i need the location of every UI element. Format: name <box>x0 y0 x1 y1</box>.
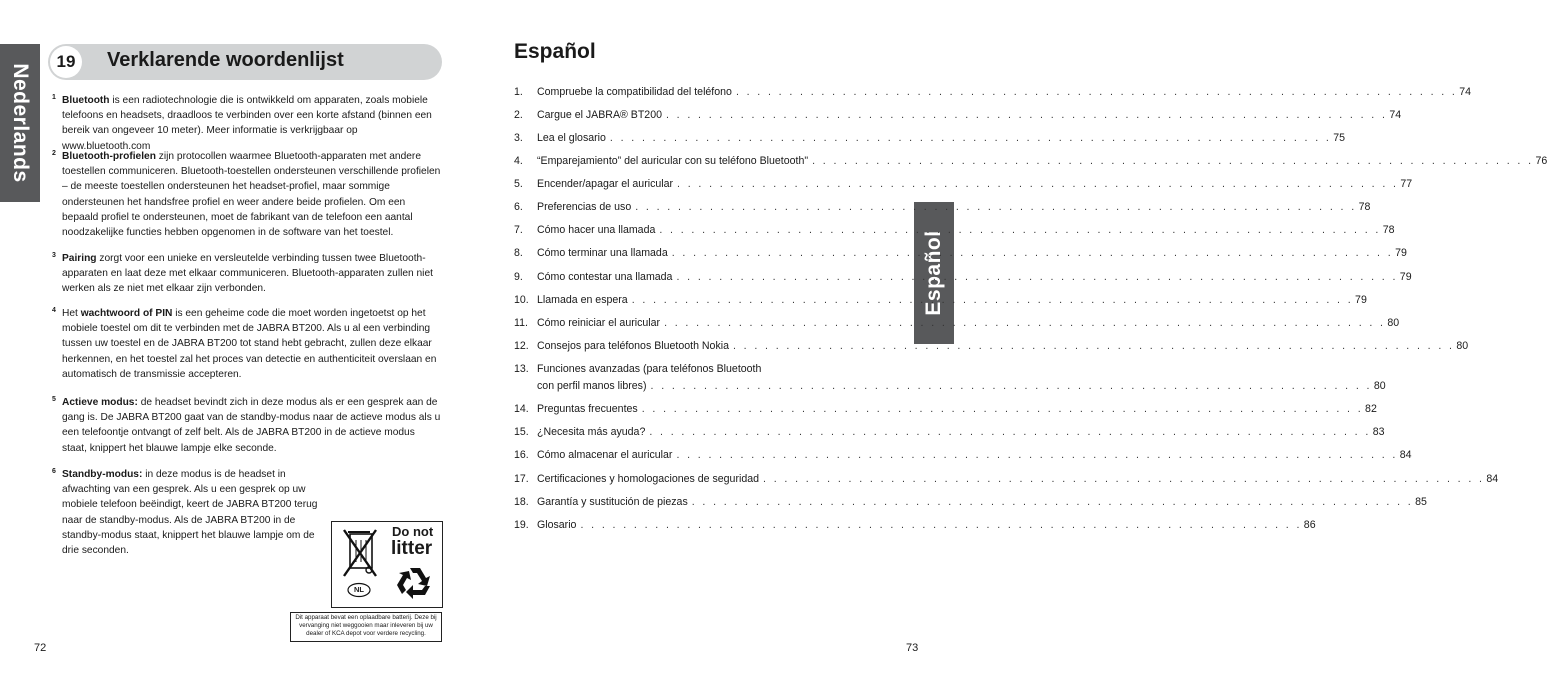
toc-entry-label: Garantía y sustitución de piezas <box>537 496 688 508</box>
toc-entry-number: 11. <box>514 317 528 329</box>
entry-number: 5 <box>52 396 56 403</box>
toc-leader-dots: . . . . . . . . . . . . . . . . . . . . . . . . . . . . . . . . . . . . . . . . . . . . . . . . . . . . . . . . . . . . . . . . . . . . <box>691 496 1414 508</box>
entry-term: Bluetooth <box>62 95 110 106</box>
page-number-right: 73 <box>906 642 919 654</box>
toc-leader-dots: . . . . . . . . . . . . . . . . . . . . . . . . . . . . . . . . . . . . . . . . . . . . . . . . . . . . . . . . . . . . . . . . . . . . <box>609 132 1332 144</box>
toc-entry-page: 74 <box>1389 109 1402 121</box>
toc-entry-number: 12. <box>514 340 529 352</box>
toc-entry-page: 86 <box>1303 519 1316 531</box>
toc-leader-dots: . . . . . . . . . . . . . . . . . . . . . . . . . . . . . . . . . . . . . . . . . . . . . . . . . . . . . . . . . . . . . . . . . . . . <box>735 86 1458 98</box>
section-title: Verklarende woordenlijst <box>107 49 344 71</box>
section-header <box>48 44 442 80</box>
entry-text: in deze modus is de headset in afwachting van een gesprek. Als u een gesprek op uw mobiele telefoon beëindigt, keert de JABRA BT200 terug naar de standby-modus. Als de JABRA BT200 in de standby-modus staat, knippert het blauwe lampje om de drie seconden. <box>62 469 318 557</box>
toc-entry-number: 14. <box>514 403 529 415</box>
toc-entry-label: “Emparejamiento” del auricular con su teléfono Bluetooth" <box>537 155 809 167</box>
toc-entry-label: Llamada en espera <box>537 294 628 306</box>
battery-notice: Dit apparaat bevat een oplaadbare batterij. Deze bij vervanging niet weggooien maar inleveren bij uw dealer of KCA depot voor verdere recycling. <box>290 612 442 642</box>
entry-number: 3 <box>52 252 56 259</box>
toc-leader-dots: . . . . . . . . . . . . . . . . . . . . . . . . . . . . . . . . . . . . . . . . . . . . . . . . . . . . . . . . . . . . . . . . . . . . <box>649 426 1371 438</box>
toc-entry-page: 78 <box>1358 201 1371 213</box>
toc-entry-page: 84 <box>1486 473 1499 485</box>
entry-text: is een radiotechnologie die is ontwikkeld om apparaten, zoals mobiele telefoons en headsets, draadloos te verbinden over een korte afstand (binnen een bereik van ongeveer 10 meter). Meer informatie is verkrijgbaar op www.bluetooth.com <box>62 95 432 152</box>
entry-text: zorgt voor een unieke en versleutelde verbinding tussen twee Bluetooth-apparaten en laat deze met elkaar communiceren. Bluetooth-apparaten zullen niet werken als ze niet met elkaar zijn verbonden. <box>62 253 433 295</box>
entry-term: Standby-modus: <box>62 469 143 480</box>
toc-leader-dots: . . . . . . . . . . . . . . . . . . . . . . . . . . . . . . . . . . . . . . . . . . . . . . . . . . . . . . . . . . . . . . . . . . . . <box>635 201 1357 213</box>
entry-term: Actieve modus: <box>62 397 138 408</box>
toc-entry-label: Cómo contestar una llamada <box>537 271 673 283</box>
entry-term: wachtwoord of PIN <box>80 308 173 319</box>
toc-leader-dots: . . . . . . . . . . . . . . . . . . . . . . . . . . . . . . . . . . . . . . . . . . . . . . . . . . . . . . . . . . . . . . . . . . . . <box>812 155 1534 167</box>
toc-entry-label: Consejos para teléfonos Bluetooth Nokia <box>537 340 729 352</box>
toc-leader-dots: . . . . . . . . . . . . . . . . . . . . . . . . . . . . . . . . . . . . . . . . . . . . . . . . . . . . . . . . . . . . . . . . . . . . <box>733 340 1455 352</box>
toc-leader-dots: . . . . . . . . . . . . . . . . . . . . . . . . . . . . . . . . . . . . . . . . . . . . . . . . . . . . . . . . . . . . . . . . . . . . <box>641 403 1364 415</box>
toc-entry-label: Lea el glosario <box>537 132 606 144</box>
toc-entry-label: Cargue el JABRA® BT200 <box>537 109 662 121</box>
toc-entry-label: Compruebe la compatibilidad del teléfono <box>537 86 732 98</box>
toc-leader-dots: . . . . . . . . . . . . . . . . . . . . . . . . . . . . . . . . . . . . . . . . . . . . . . . . . . . . . . . . . . . . . . . . . . . . <box>664 317 1386 329</box>
toc-entry-page: 84 <box>1399 449 1412 461</box>
entry-number: 4 <box>52 307 56 314</box>
toc-entry-page: 78 <box>1382 224 1395 236</box>
toc-entry-page: 79 <box>1399 271 1412 283</box>
section-number: 19 <box>50 46 82 78</box>
toc-entry-page: 80 <box>1387 317 1400 329</box>
do-not-label: Do not <box>392 524 434 539</box>
toc-entry-page: 85 <box>1415 496 1427 508</box>
toc-entry-label: Cómo reiniciar el auricular <box>537 317 661 329</box>
entry-text: is een geheime code die moet worden ingetoetst op het mobiele toestel om dit te verbinden met de JABRA BT200. Als u al een verbinding tussen uw toestel en de JABRA BT200 tot stand hebt gebracht, zullen deze elkaar herkennen, en het toestel zal het proces van detectie en authenticiteit overslaan en automatisch de transmissie accepteren. <box>62 308 437 380</box>
toc-entry-number: 13. <box>514 363 529 375</box>
toc-entry-number: 17. <box>514 473 529 485</box>
toc-entry-number: 2. <box>514 109 523 121</box>
toc-leader-dots: . . . . . . . . . . . . . . . . . . . . . . . . . . . . . . . . . . . . . . . . . . . . . . . . . . . . . . . . . . . . . . . . . . . . <box>677 178 1399 190</box>
toc-leader-dots: . . . . . . . . . . . . . . . . . . . . . . . . . . . . . . . . . . . . . . . . . . . . . . . . . . . . . . . . . . . . . . . . . . . . <box>650 380 1372 392</box>
toc-entry-label: Funciones avanzadas (para teléfonos Bluetooth <box>537 363 762 375</box>
toc-entry-label: con perfil manos libres) <box>537 380 647 392</box>
page-number-left: 72 <box>34 642 47 654</box>
toc-entry-page: 77 <box>1400 178 1413 190</box>
glossary-entry <box>52 149 442 240</box>
toc-entry-label: Encender/apagar el auricular <box>537 178 674 190</box>
toc-entry-label: Preferencias de uso <box>537 201 632 213</box>
language-tab-label: Español <box>922 230 945 316</box>
toc-entry-page: 74 <box>1459 86 1472 98</box>
toc-entry-page: 80 <box>1456 340 1469 352</box>
toc-leader-dots: . . . . . . . . . . . . . . . . . . . . . . . . . . . . . . . . . . . . . . . . . . . . . . . . . . . . . . . . . . . . . . . . . . . . <box>631 294 1354 306</box>
toc-leader-dots: . . . . . . . . . . . . . . . . . . . . . . . . . . . . . . . . . . . . . . . . . . . . . . . . . . . . . . . . . . . . . . . . . . . . <box>676 449 1398 461</box>
toc-leader-dots: . . . . . . . . . . . . . . . . . . . . . . . . . . . . . . . . . . . . . . . . . . . . . . . . . . . . . . . . . . . . . . . . . . . . <box>676 271 1398 283</box>
toc-entry-page: 79 <box>1395 247 1407 259</box>
toc-entry-number: 5. <box>514 178 523 190</box>
toc-entry-number: 18. <box>514 496 529 508</box>
entry-term: Bluetooth-profielen <box>62 151 156 162</box>
toc-entry-page: 82 <box>1365 403 1377 415</box>
glossary-entry <box>52 251 442 297</box>
recycle-icon <box>396 564 434 602</box>
toc-entry-number: 6. <box>514 201 523 213</box>
toc-entry-number: 4. <box>514 155 523 167</box>
glossary-entry <box>52 395 442 456</box>
entry-term: Pairing <box>62 253 97 264</box>
toc-leader-dots: . . . . . . . . . . . . . . . . . . . . . . . . . . . . . . . . . . . . . . . . . . . . . . . . . . . . . . . . . . . . . . . . . . . . <box>659 224 1381 236</box>
toc-entry-number: 3. <box>514 132 523 144</box>
country-code: NL <box>354 585 364 594</box>
toc-leader-dots: . . . . . . . . . . . . . . . . . . . . . . . . . . . . . . . . . . . . . . . . . . . . . . . . . . . . . . . . . . . . . . . . . . . . <box>665 109 1388 121</box>
litter-label: litter <box>391 538 433 559</box>
toc-entry-label: ¿Necesita más ayuda? <box>537 426 646 438</box>
toc-entry-number: 19. <box>514 519 529 531</box>
language-tab-nederlands <box>0 44 40 202</box>
toc-entry-label: Cómo terminar una llamada <box>537 247 668 259</box>
toc-entry-label: Cómo hacer una llamada <box>537 224 656 236</box>
entry-number: 2 <box>52 150 56 157</box>
toc-entry-number: 10. <box>514 294 529 306</box>
toc-entry-number: 9. <box>514 271 523 283</box>
entry-text: zijn protocollen waarmee Bluetooth-apparaten met andere toestellen communiceren. Bluetooth-toestellen ondersteunen verschillende profielen – de meeste toestellen ondersteunen het headset-profiel, maar sommige ondersteunen het handsfree profiel en weer andere beide profielen. Om een bepaald profiel te ondersteunen, moet de fabrikant van de telefoon een aantal noodzakelijke functies hebben opgenomen in de software van het toestel. <box>62 151 441 239</box>
glossary-entry <box>52 306 442 382</box>
entry-number: 1 <box>52 94 56 101</box>
toc-entry-label: Certificaciones y homologaciones de seguridad <box>537 473 760 485</box>
toc-entry-number: 16. <box>514 449 529 461</box>
toc-entry-label: Glosario <box>537 519 577 531</box>
toc-leader-dots: . . . . . . . . . . . . . . . . . . . . . . . . . . . . . . . . . . . . . . . . . . . . . . . . . . . . . . . . . . . . . . . . . . . . <box>580 519 1302 531</box>
toc-entry-number: 8. <box>514 247 523 259</box>
toc-leader-dots: . . . . . . . . . . . . . . . . . . . . . . . . . . . . . . . . . . . . . . . . . . . . . . . . . . . . . . . . . . . . . . . . . . . . <box>671 247 1394 259</box>
toc-entry-number: 7. <box>514 224 523 236</box>
entry-prefix: Het <box>62 308 81 319</box>
toc-entry-page: 75 <box>1333 132 1346 144</box>
toc-entry-label: Preguntas frecuentes <box>537 403 638 415</box>
toc-entry-page: 79 <box>1355 294 1367 306</box>
toc-entry-page: 80 <box>1373 380 1386 392</box>
toc-leader-dots: . . . . . . . . . . . . . . . . . . . . . . . . . . . . . . . . . . . . . . . . . . . . . . . . . . . . . . . . . . . . . . . . . . . . <box>763 473 1485 485</box>
do-not-litter-logo <box>331 521 443 608</box>
entry-number: 6 <box>52 468 56 475</box>
toc-entry-label: Cómo almacenar el auricular <box>537 449 673 461</box>
language-tab-label: Nederlands <box>9 63 32 183</box>
toc-entry-page: 83 <box>1372 426 1385 438</box>
toc-entry-number: 1. <box>514 86 523 98</box>
toc-entry-page: 76 <box>1535 155 1547 167</box>
toc-title: Español <box>514 40 596 63</box>
toc-entry-number: 15. <box>514 426 529 438</box>
entry-text: de headset bevindt zich in deze modus als er een gesprek aan de gang is. De JABRA BT200 gaat van de standby-modus naar de actieve modus als u een telefoontje ontvangt of zelf belt. Als de JABRA BT200 in de actieve modus staat, knippert het blauwe lampje elke seconde. <box>62 397 441 454</box>
glossary-entry <box>52 93 442 154</box>
